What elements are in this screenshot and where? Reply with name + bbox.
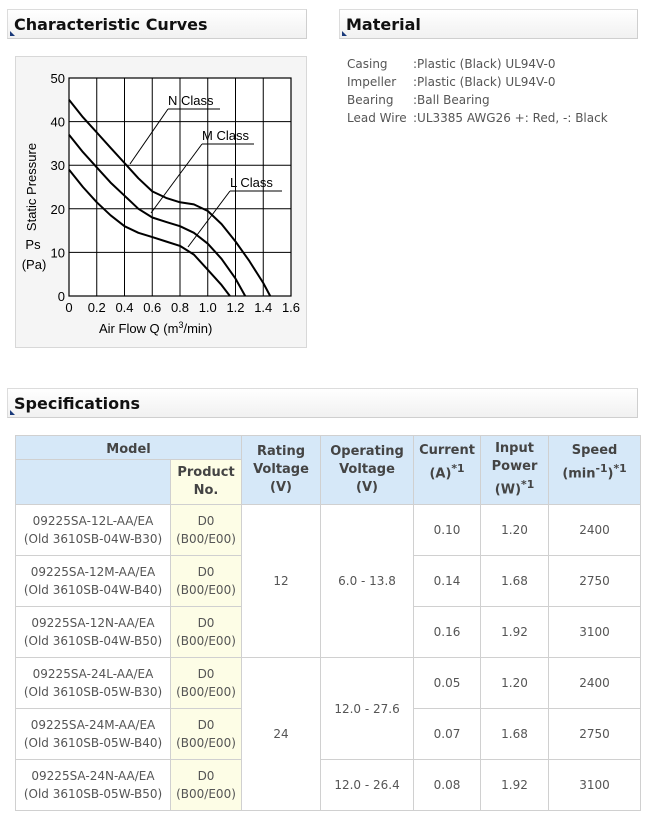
material-value: :Plastic (Black) UL94V-0: [413, 57, 556, 71]
material-section-header: [339, 9, 638, 39]
x-tick-label: 1.2: [226, 300, 245, 315]
header-model-blank: [16, 460, 171, 505]
spec-section-header: [7, 388, 638, 418]
header-current: Current $(A)^{*1}$: [414, 436, 481, 505]
y-tick-label: 0: [57, 289, 65, 304]
spec-table: [15, 435, 641, 811]
input-power-cell: 1.68: [481, 709, 549, 760]
x-tick-label: 1.6: [281, 300, 301, 315]
model-cell: 09225SA-24N-AA/EA (Old 3610SB-05W-B50): [16, 760, 171, 811]
product-no-cell: D0 (B00/E00): [171, 505, 242, 556]
x-tick-label: 0.4: [115, 300, 134, 315]
operating-voltage-cell: 12.0 - 26.4: [321, 760, 414, 811]
y-axis-label: Static Pressure: [24, 142, 39, 232]
material-value: :Plastic (Black) UL94V-0: [413, 75, 556, 89]
speed-cell: 2400: [549, 658, 641, 709]
operating-voltage-cell: 12.0 - 27.6: [321, 658, 414, 760]
y-axis-unit: (Pa): [21, 257, 47, 272]
current-cell: 0.07: [414, 709, 481, 760]
x-tick-label: 1.0: [198, 300, 217, 315]
y-tick-label: 20: [50, 201, 65, 217]
y-axis-symbol: Ps: [25, 237, 41, 252]
rating-voltage-cell: 24: [242, 658, 321, 811]
chart-svg: [16, 57, 308, 349]
current-cell: 0.10: [414, 505, 481, 556]
speed-cell: 2750: [549, 556, 641, 607]
model-cell: 09225SA-12N-AA/EA (Old 3610SB-04W-B50): [16, 607, 171, 658]
x-tick-label: 0.8: [170, 300, 190, 315]
header-rating-voltage: Rating Voltage (V): [242, 436, 321, 505]
x-tick-label: 1.4: [254, 300, 273, 315]
input-power-cell: 1.92: [481, 760, 549, 811]
y-tick-label: 30: [50, 158, 65, 174]
speed-cell: 2750: [549, 709, 641, 760]
material-row-bearing: [347, 91, 608, 109]
input-power-cell: 1.20: [481, 658, 549, 709]
speed-cell: 2400: [549, 505, 641, 556]
current-cell: 0.05: [414, 658, 481, 709]
speed-cell: 3100: [549, 760, 641, 811]
speed-cell: 3100: [549, 607, 641, 658]
current-cell: 0.14: [414, 556, 481, 607]
operating-voltage-cell: 6.0 - 13.8: [321, 505, 414, 658]
header-input-power: Input Power $(W)^{*1}$: [481, 436, 549, 505]
x-tick-label: 0.2: [87, 300, 106, 315]
material-row-lead-wire: [347, 109, 608, 127]
product-no-cell: D0 (B00/E00): [171, 760, 242, 811]
header-product-no: Product No.: [171, 460, 242, 505]
model-cell: 09225SA-12L-AA/EA (Old 3610SB-04W-B30): [16, 505, 171, 556]
product-no-cell: D0 (B00/E00): [171, 607, 242, 658]
y-tick-label: 10: [50, 245, 65, 261]
material-value: :UL3385 AWG26 +: Red, -: Black: [413, 111, 608, 125]
material-key: Impeller: [347, 75, 397, 89]
product-no-cell: D0 (B00/E00): [171, 556, 242, 607]
input-power-cell: 1.20: [481, 505, 549, 556]
material-key: Bearing: [347, 93, 394, 107]
curves-section-header: [7, 9, 307, 39]
input-power-cell: 1.68: [481, 556, 549, 607]
curves-section-title: Characteristic Curves: [14, 15, 208, 34]
rating-voltage-cell: 12: [242, 505, 321, 658]
material-key: Casing: [347, 57, 388, 71]
model-cell: 09225SA-24L-AA/EA (Old 3610SB-05W-B30): [16, 658, 171, 709]
material-row-casing: [347, 55, 608, 73]
x-axis-label: Air Flow Q $(m^3/\min)$: [99, 320, 213, 336]
model-cell: 09225SA-12M-AA/EA (Old 3610SB-04W-B40): [16, 556, 171, 607]
series-label: M Class: [202, 128, 249, 143]
spec-section-title: Specifications: [14, 394, 140, 413]
material-value: :Ball Bearing: [413, 93, 490, 107]
material-section-title: Material: [346, 15, 421, 34]
y-tick-label: 40: [50, 114, 65, 130]
x-tick-label: 0.6: [143, 300, 162, 315]
x-tick-label: 0: [65, 300, 73, 315]
header-model: Model: [16, 436, 242, 460]
product-no-cell: D0 (B00/E00): [171, 658, 242, 709]
material-list: [347, 55, 608, 127]
material-row-impeller: [347, 73, 608, 91]
material-key: Lead Wire: [347, 111, 407, 125]
input-power-cell: 1.92: [481, 607, 549, 658]
current-cell: 0.16: [414, 607, 481, 658]
series-label: L Class: [230, 175, 273, 190]
product-no-cell: D0 (B00/E00): [171, 709, 242, 760]
y-tick-label: 50: [50, 71, 65, 86]
header-speed: Speed $(\min^{-1})^{*1}$: [549, 436, 641, 505]
current-cell: 0.08: [414, 760, 481, 811]
series-label: N Class: [168, 93, 214, 108]
characteristic-curves-chart: [15, 56, 307, 348]
header-operating-voltage: Operating Voltage (V): [321, 436, 414, 505]
model-cell: 09225SA-24M-AA/EA (Old 3610SB-05W-B40): [16, 709, 171, 760]
